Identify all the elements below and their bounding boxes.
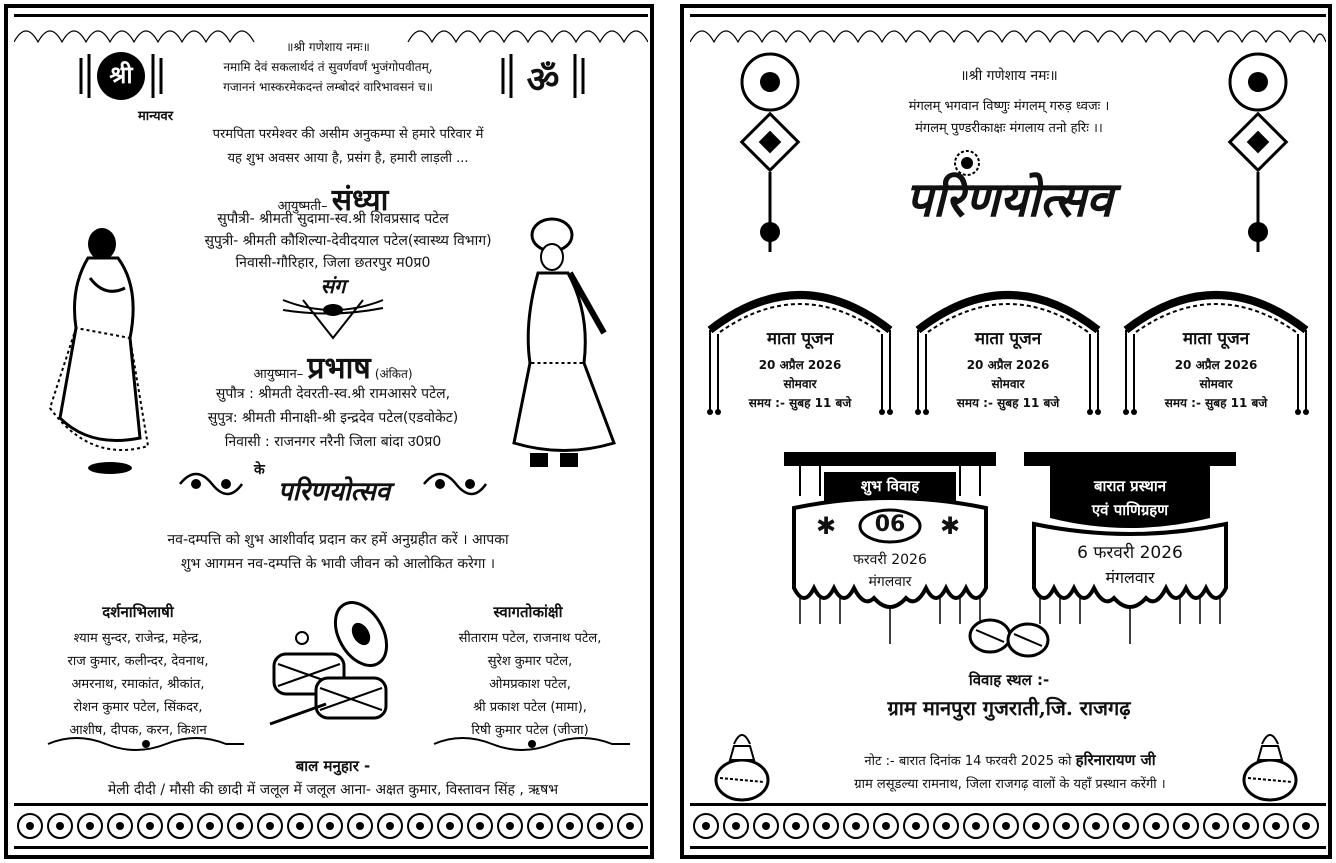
groom-name: प्रभाष bbox=[307, 351, 371, 386]
event-3-time: समय :- सुबह 11 बजे bbox=[1164, 396, 1268, 410]
event-3-day: सोमवार bbox=[1199, 377, 1233, 391]
barat-toran-card bbox=[1020, 448, 1240, 648]
bride-line-2: सुपुत्री- श्रीमती कौशिल्या-देवीदयाल पटेल(स्वास्थ्य विभाग) bbox=[204, 233, 492, 249]
right-ganesh-invocation: ॥श्री गणेशाय नमः॥ bbox=[960, 68, 1058, 84]
om-badge bbox=[498, 44, 588, 108]
kalash-knot-ornament bbox=[273, 290, 393, 340]
divider-left-ornament bbox=[46, 732, 246, 756]
event-card-2 bbox=[910, 270, 1106, 420]
swagat-line-2: सुरेश कुमार पटेल, bbox=[487, 654, 573, 669]
hanging-lantern-right-ornament bbox=[1220, 52, 1296, 258]
mangal-line-2: मंगलम् पुण्डरीकाक्षः मंगलाय तनो हरिः ।। bbox=[915, 121, 1103, 136]
event-1-title: माता पूजन bbox=[766, 329, 834, 349]
bal-manuhar-text: मेली दीदी / मौसी की छादी में जलूल में जलूल आना- अक्षत कुमार, विस्तावन सिंह , ऋषभ bbox=[107, 782, 559, 798]
bride-name: संध्या bbox=[331, 183, 389, 218]
event-3-date: 20 अप्रैल 2026 bbox=[1174, 358, 1258, 372]
groom-figure-illustration bbox=[504, 213, 634, 483]
blessing-line-1: नव-दम्पत्ति को शुभ आशीर्वाद प्रदान कर हमें अनुग्रहीत करें । आपका bbox=[167, 532, 509, 548]
kalash-left-icon bbox=[704, 724, 780, 804]
event-card-3 bbox=[1118, 270, 1314, 420]
om-glyph: ॐ bbox=[526, 59, 560, 101]
event-1-day: सोमवार bbox=[783, 377, 817, 391]
groom-line-2: सुपुत्र: श्रीमती मीनाक्षी-श्री इन्द्रदेव पटेल(एडवोकेट) bbox=[207, 410, 459, 426]
swagat-title: स्वागतोकांक्षी bbox=[493, 603, 563, 621]
event-1-date: 20 अप्रैल 2026 bbox=[758, 358, 842, 372]
darshan-line-5: आशीष, दीपक, करन, किशन bbox=[69, 723, 207, 738]
event-2-title: माता पूजन bbox=[974, 329, 1042, 349]
asterisk-right-icon: ✱ bbox=[940, 512, 961, 540]
groom-prefix: आयुष्मान– bbox=[253, 367, 304, 382]
event-2-day: सोमवार bbox=[991, 377, 1025, 391]
shri-glyph: श्री bbox=[109, 60, 133, 89]
top-border-pattern-right bbox=[690, 14, 1326, 46]
bal-manuhar-title: बाल मनुहार - bbox=[295, 757, 371, 775]
dholak-drum-icon bbox=[966, 612, 1052, 660]
swagat-line-4: श्री प्रकाश पटेल (मामा), bbox=[473, 700, 587, 715]
bottom-border-pattern-right bbox=[690, 803, 1326, 849]
bride-line-1: सुपौत्री- श्रीमती सुदामा-स्व.श्री शिवप्रसाद पटेल bbox=[217, 211, 449, 227]
vivah-weekday: मंगलवार bbox=[868, 574, 912, 590]
shloka-line-2: गजाननं भास्करमेकदन्तं लम्बोदरं वारिभावसनं च॥ bbox=[223, 80, 433, 94]
swagat-line-1: सीताराम पटेल, राजनाथ पटेल, bbox=[458, 631, 602, 646]
venue-label: विवाह स्थल :- bbox=[968, 671, 1050, 689]
hanging-lantern-left-ornament bbox=[732, 52, 808, 258]
shloka-line-1: नमामि देवं सकलार्थदं तं सुवर्णवर्णं भुजंगोपवीतम्, bbox=[223, 60, 433, 74]
flourish-right-ornament bbox=[420, 462, 490, 506]
note-prefix: नोट :- बारात दिनांक 14 फरवरी 2025 को bbox=[864, 754, 1072, 769]
event-card-1 bbox=[702, 270, 898, 420]
bride-prefix: आयुष्मती– bbox=[277, 199, 328, 214]
venue-name: ग्राम मानपुरा गुजराती,जि. राजगढ़ bbox=[887, 696, 1131, 720]
invitation-card-right bbox=[680, 4, 1332, 859]
flourish-left-ornament bbox=[176, 462, 246, 506]
darshan-line-2: राज कुमार, कलीन्दर, देवनाथ, bbox=[67, 654, 209, 669]
bride-line-3: निवासी-गौरिहार, जिला छतरपुर म0प्र0 bbox=[235, 255, 431, 271]
sang-label: संग bbox=[320, 274, 346, 298]
barat-title-line-1: बारात प्रस्थान bbox=[1093, 477, 1167, 495]
asterisk-left-icon: ✱ bbox=[816, 512, 837, 540]
event-2-time: समय :- सुबह 11 बजे bbox=[956, 396, 1060, 410]
ke-label: के bbox=[254, 462, 265, 478]
event-3-title: माता पूजन bbox=[1182, 329, 1250, 349]
vivah-title: शुभ विवाह bbox=[860, 477, 920, 495]
groom-suffix: (अंकित) bbox=[374, 367, 413, 381]
bottom-border-pattern bbox=[14, 803, 648, 849]
right-parinayotsav-title: परिणयोत्सव bbox=[905, 172, 1113, 228]
ganesh-invocation: ॥श्री गणेशाय नमः॥ bbox=[286, 40, 370, 54]
invitation-card-left bbox=[4, 4, 654, 859]
mangal-line-1: मंगलम् भगवान विष्णुः मंगलम् गरुड़ ध्वजः । bbox=[908, 99, 1110, 114]
vivah-day-number: 06 bbox=[874, 512, 906, 537]
kalash-right-icon bbox=[1232, 724, 1308, 804]
event-2-date: 20 अप्रैल 2026 bbox=[966, 358, 1050, 372]
greeting: मान्यवर bbox=[138, 109, 174, 124]
shri-badge bbox=[76, 44, 166, 108]
swagat-line-3: ओमप्रकाश पटेल, bbox=[489, 677, 571, 692]
darshan-line-3: अमरनाथ, रमाकांत, श्रीकांत, bbox=[71, 677, 205, 692]
barat-weekday: मंगलवार bbox=[1105, 568, 1155, 587]
left-parinayotsav-title: परिणयोत्सव bbox=[277, 477, 391, 507]
note-line-1 bbox=[780, 750, 1240, 770]
intro-line-2: यह शुभ अवसर आया है, प्रसंग है, हमारी लाड़ली ... bbox=[227, 151, 469, 166]
groom-line-1: सुपौत्र : श्रीमती देवरती-स्व.श्री रामआसरे पटेल, bbox=[215, 386, 451, 402]
groom-name-line bbox=[158, 346, 508, 387]
note-line-2: ग्राम लसूडल्या रामनाथ, जिला राजगढ़ वालों के यहाँ प्रस्थान करेंगी । bbox=[854, 777, 1166, 792]
swagat-line-5: रिषी कुमार पटेल (जीजा) bbox=[471, 723, 589, 738]
note-name: हरिनारायण जी bbox=[1075, 751, 1156, 769]
divider-right-ornament bbox=[432, 732, 632, 756]
dholak-drums-illustration bbox=[266, 594, 416, 734]
barat-title-line-2: एवं पाणिग्रहण bbox=[1091, 501, 1169, 519]
groom-line-3: निवासी : राजनगर नरैनी जिला बांदा उ0प्र0 bbox=[224, 434, 442, 450]
darshan-line-1: श्याम सुन्दर, राजेन्द्र, महेन्द्र, bbox=[73, 631, 203, 646]
bride-figure-illustration bbox=[30, 218, 160, 478]
barat-date: 6 फरवरी 2026 bbox=[1077, 543, 1183, 563]
vivah-month-year: फरवरी 2026 bbox=[853, 552, 927, 568]
darshan-title: दर्शनाभिलाषी bbox=[102, 603, 174, 621]
event-1-time: समय :- सुबह 11 बजे bbox=[748, 396, 852, 410]
darshan-line-4: रोशन कुमार पटेल, सिंकदर, bbox=[73, 700, 203, 715]
blessing-line-2: शुभ आगमन नव-दम्पत्ति के भावी जीवन को आलोकित करेगा । bbox=[180, 556, 496, 572]
intro-line-1: परमपिता परमेश्वर की असीम अनुकम्पा से हमारे परिवार में bbox=[212, 127, 484, 142]
